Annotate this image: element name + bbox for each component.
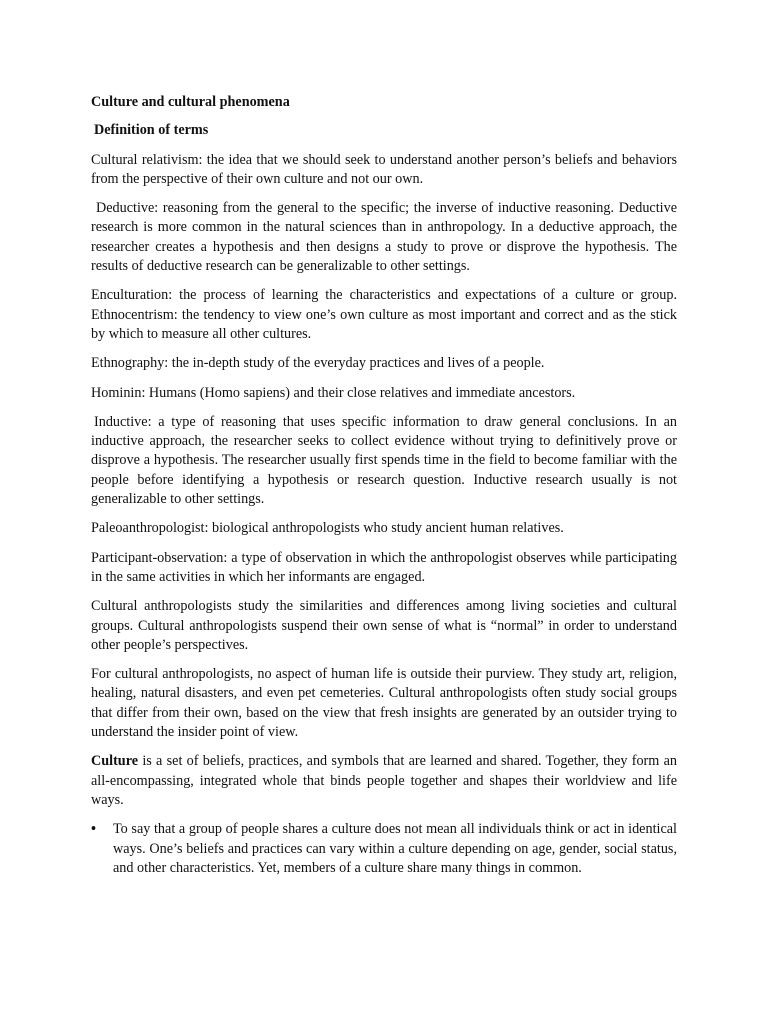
section-heading: Definition of terms [94,122,209,139]
definition-ethnography: Ethnography: the in-depth study of the everyday practices and lives of a people. [91,355,545,372]
bullet-icon: • [91,821,96,838]
definition-inductive: Inductive: a type of reasoning that uses specific information to draw general conclusions. In an inductive approach, the researcher seeks to collect evidence without trying to definitively prove or disprove a hypothesis. The researcher usually first spends time in the field to become familiar with the people before identifying a hypothesis or research question. Inductive research usually is not generalizable to other settings. [91,413,677,508]
page-title: Culture and cultural phenomena [91,94,290,110]
definition-deductive: Deductive: reasoning from the general to the specific; the inverse of inductive reasoning. Deductive research is more common in the natural sciences than in anthropology. In a deductive approach, the researcher creates a hypothesis and then designs a study to prove or disprove the hypothesis. The results of deductive research can be generalizable to other settings. [91,200,677,275]
culture-definition-text: is a set of beliefs, practices, and symbols that are learned and shared. Together, they form an all-encompassing, integrated whole that binds people together and shapes their worldview and life ways. [91,753,677,808]
paragraph-cultural-anthropologists: Cultural anthropologists study the similarities and differences among living societies and cultural groups. Cultural anthropologists suspend their own sense of what is “normal” in order to understand other people’s perspectives. [91,598,677,653]
bullet-text: To say that a group of people shares a culture does not mean all individuals think or act in identical ways. One’s beliefs and practices can vary within a culture depending on age, gender, social status, and other characteristics. Yet, members of a culture share many things in common. [113,821,677,876]
culture-term: Culture [91,753,139,770]
definition-hominin: Hominin: Humans (Homo sapiens) and their close relatives and immediate ancestors. [91,384,576,401]
paragraph-purview: For cultural anthropologists, no aspect of human life is outside their purview. They study art, religion, healing, natural disasters, and even pet cemeteries. Cultural anthropologists often study social groups that differ from their own, based on the view that fresh insights are generated by an outsider trying to understand the insider point of view. [91,666,677,741]
definition-participant-observation: Participant-observation: a type of observation in which the anthropologist observes while participating in the same activities in which her informants are engaged. [91,549,677,585]
list-item [91,820,677,878]
definition-cultural-relativism: Cultural relativism: the idea that we should seek to understand another person’s beliefs and behaviors from the perspective of their own culture and not our own. [91,151,677,187]
bullet-list [91,820,677,878]
definition-enculturation-ethnocentrism: Enculturation: the process of learning the characteristics and expectations of a culture or group. Ethnocentrism: the tendency to view one’s own culture as most important and correct and as the stick by which to measure all other cultures. [91,287,677,342]
document-body [91,93,677,878]
paragraph-culture-definition [91,752,677,810]
definition-paleoanthropologist: Paleoanthropologist: biological anthropologists who study ancient human relatives. [91,520,564,537]
